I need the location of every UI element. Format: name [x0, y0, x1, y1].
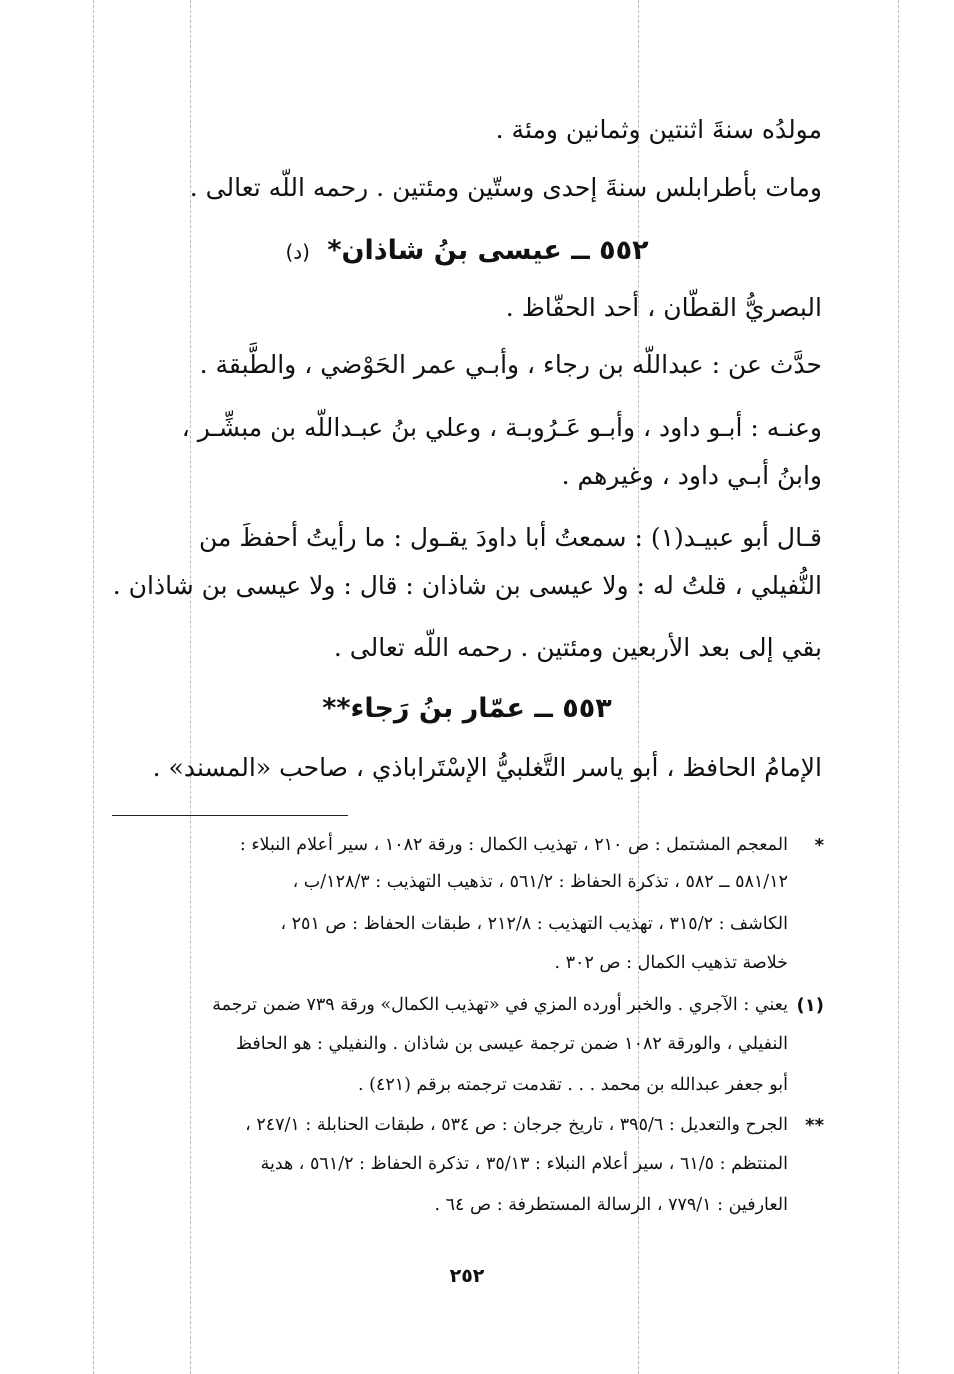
left-margin-guide: [93, 0, 94, 1374]
footnote-line: الكاشف : ٣١٥/٢ ، تهذيب التهذيب : ٢١٢/٨ ، طبقات الحفاظ : ص ٢٥١ ،: [280, 914, 788, 934]
text-line: وعنـه : أبـو داود ، وأبـو عَـرُوبـة ، وعلي بنُ عبـداللّه بن مبشِّـر ،: [181, 413, 822, 442]
footnote-separator: [112, 815, 348, 816]
footnote-line: العارفين : ٧٧٩/١ ، الرسالة المستطرفة : ص ٦٤ .: [434, 1195, 788, 1215]
footnote-line: ٥٨١/١٢ ــ ٥٨٢ ، تذكرة الحفاظ : ٥٦١/٢ ، تذهيب التهذيب : ١٢٨/٣/ب ،: [292, 872, 788, 892]
entry-553-heading: [112, 693, 822, 724]
text-line: مولدُه سنةَ اثنتين وثمانين ومئة .: [495, 115, 822, 144]
footnote-mark: *: [814, 835, 824, 856]
text-line: الإمامُ الحافظ ، أبو ياسر التَّغلبيُّ الإسْتَراباذي ، صاحب «المسند» .: [152, 753, 822, 782]
right-margin-guide: [898, 0, 899, 1374]
entry-name: عيسى بنُ شاذان*: [327, 235, 562, 266]
footnote-line: المنتظم : ٦١/٥ ، سير أعلام النبلاء : ٣٥/١٣ ، تذكرة الحفاظ : ٥٦١/٢ ، هدية: [260, 1154, 788, 1174]
text-line: ومات بأطرابلس سنةَ إحدى وستّين ومئتين . رحمه اللّه تعالى .: [189, 173, 822, 202]
footnote-line: النفيلي ، والورقة ١٠٨٢ ضمن ترجمة عيسى بن شاذان . والنفيلي : هو الحافظ: [235, 1034, 788, 1054]
footnote-line: أبو جعفر عبدالله بن محمد . . . تقدمت ترجمته برقم (٤٢١) .: [358, 1075, 788, 1095]
footnote-line: الجرح والتعديل : ٣٩٥/٦ ، تاريخ جرجان : ص ٥٣٤ ، طبقات الحنابلة : ٢٤٧/١ ،: [245, 1115, 788, 1135]
footnote-line: المعجم المشتمل : ص ٢١٠ ، تهذيب الكمال : ورقة ١٠٨٢ ، سير أعلام النبلاء :: [239, 835, 788, 855]
text-line: قـال أبو عبيـد(١) : سمعتُ أبا داودَ يقـول : ما رأيتُ أحفظَ من: [198, 523, 822, 552]
text-line: البصريُّ القطّان ، أحد الحفّاظ .: [505, 293, 822, 322]
entry-name: عمّار بنُ رَجاء**: [322, 693, 525, 724]
entry-number: ٥٥٣: [562, 693, 612, 724]
footnote-mark: **: [805, 1115, 824, 1136]
footnote-mark: (١): [796, 995, 824, 1016]
text-line: النُّفيلي ، قلتُ له : ولا عيسى بن شاذان : قال : ولا عيسى بن شاذان .: [112, 571, 822, 600]
entry-dash: ــ: [534, 693, 553, 724]
text-line: حدَّث عن : عبداللّه بن رجاء ، وأبـي عمر الحَوْضي ، والطَّبقة .: [199, 350, 822, 379]
footnote-line: يعني : الآجري . والخبر أورده المزي في «تهذيب الكمال» ورقة ٧٣٩ ضمن ترجمة: [212, 995, 788, 1015]
footnote-line: خلاصة تذهيب الكمال : ص ٣٠٢ .: [554, 953, 788, 973]
entry-number: ٥٥٢: [599, 235, 649, 266]
entry-dash: ــ: [571, 235, 590, 266]
entry-code: (د): [285, 240, 310, 264]
entry-552-heading: [112, 235, 822, 266]
text-line: بقي إلى بعد الأربعين ومئتين . رحمه اللّه تعالى .: [333, 633, 822, 662]
page-number: ٢٥٢: [449, 1265, 485, 1287]
text-line: وابنُ أبـي داود ، وغيرهم .: [561, 461, 822, 490]
